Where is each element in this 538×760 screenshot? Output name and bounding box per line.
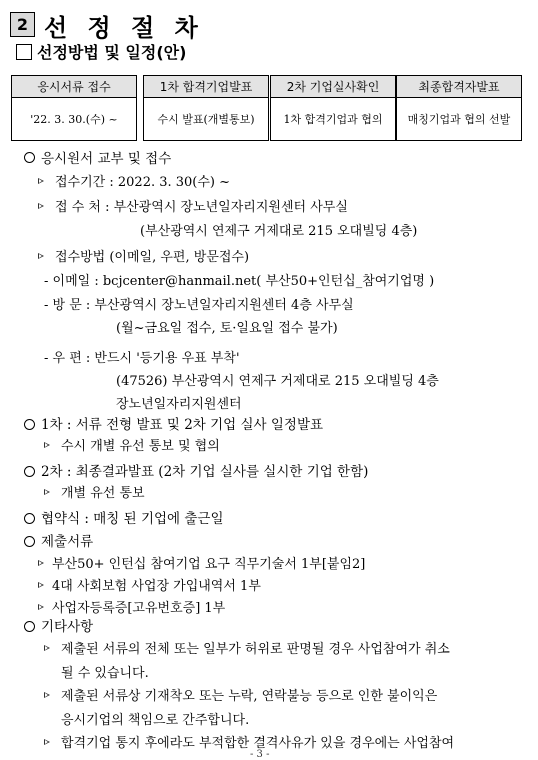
- triangle-bullet-icon: [44, 489, 50, 495]
- step-body: 수시 발표(개별통보): [157, 113, 255, 126]
- step-box-1: [11, 75, 137, 141]
- step-body: 매칭기업과 협의 선발: [407, 113, 511, 126]
- step-body: '22. 3. 30.(수) ~: [30, 113, 118, 126]
- circle-bullet-icon: [24, 152, 35, 163]
- apply-method: 접수방법 (이메일, 우편, 방문접수): [55, 250, 250, 265]
- step-header: 1차 합격기업발표: [144, 76, 268, 98]
- triangle-bullet-icon: [44, 692, 50, 698]
- page-number: - 3 -: [250, 749, 270, 760]
- step-box-2: [143, 75, 269, 141]
- etc-heading: 기타사항: [41, 619, 94, 635]
- method-email: - 이메일 : bcjcenter@hanmail.net( 부산50+인턴십_참여기업명 ): [44, 274, 435, 289]
- apply-period: 접수기간 : 2022. 3. 30(수) ~: [55, 175, 231, 190]
- circle-bullet-icon: [24, 621, 35, 632]
- apply-heading: 응시원서 교부 및 접수: [41, 151, 172, 167]
- triangle-bullet-icon: [44, 645, 50, 651]
- etc-item-3: 합격기업 통지 후에라도 부적합한 결격사유가 있을 경우에는 사업참여: [61, 736, 455, 751]
- document-item: 4대 사회보험 사업장 가입내역서 1부: [52, 579, 261, 594]
- etc-item-1: 제출된 서류의 전체 또는 일부가 허위로 판명될 경우 사업참여가 취소: [61, 642, 450, 657]
- method-visit: - 방 문 : 부산광역시 장노년일자리지원센터 4층 사무실: [44, 298, 354, 313]
- step-box-4: [396, 75, 522, 141]
- triangle-bullet-icon: [44, 442, 50, 448]
- step-header: 응시서류 접수: [12, 76, 136, 98]
- apply-place-address: (부산광역시 연제구 거제대로 215 오대빌딩 4층): [140, 224, 418, 239]
- etc-item-2-cont: 응시기업의 책임으로 간주합니다.: [61, 713, 250, 728]
- document-item: 부산50+ 인턴십 참여기업 요구 직무기술서 1부[붙임2]: [52, 557, 366, 572]
- method-post-address: (47526) 부산광역시 연제구 거제대로 215 오대빌딩 4층: [116, 374, 439, 389]
- triangle-bullet-icon: [38, 582, 44, 588]
- circle-bullet-icon: [24, 513, 35, 524]
- circle-bullet-icon: [24, 536, 35, 547]
- section-number: 2: [10, 12, 35, 37]
- method-visit-note: (월~금요일 접수, 토·일요일 접수 불가): [116, 321, 338, 336]
- triangle-bullet-icon: [38, 253, 44, 259]
- triangle-bullet-icon: [44, 739, 50, 745]
- apply-place: 접 수 처 : 부산광역시 장노년일자리지원센터 사무실: [55, 200, 348, 215]
- method-post-center: 장노년일자리지원센터: [116, 397, 242, 412]
- document-item: 사업자등록증[고유번호증] 1부: [52, 601, 226, 616]
- step-box-3: [270, 75, 396, 141]
- step-body: 1차 합격기업과 협의: [283, 113, 383, 126]
- circle-bullet-icon: [24, 419, 35, 430]
- triangle-bullet-icon: [38, 560, 44, 566]
- triangle-bullet-icon: [38, 604, 44, 610]
- second-round-detail: 개별 유선 통보: [61, 486, 145, 501]
- etc-item-2: 제출된 서류상 기재착오 또는 누락, 연락불능 등으로 인한 불이익은: [61, 689, 438, 704]
- triangle-bullet-icon: [38, 178, 44, 184]
- step-header: 최종합격자발표: [397, 76, 521, 98]
- first-round: 1차 : 서류 전형 발표 및 2차 기업 실사 일정발표: [41, 417, 324, 433]
- second-round: 2차 : 최종결과발표 (2차 기업 실사를 실시한 기업 한함): [41, 464, 369, 480]
- contract-ceremony: 협약식 : 매칭 된 기업에 출근일: [41, 511, 224, 527]
- method-post: - 우 편 : 반드시 '등기용 우표 부착': [44, 351, 240, 366]
- step-header: 2차 기업실사확인: [271, 76, 395, 98]
- documents-heading: 제출서류: [41, 534, 94, 550]
- first-round-detail: 수시 개별 유선 통보 및 협의: [61, 439, 220, 454]
- subsection-title: 선정방법 및 일정(안): [37, 43, 187, 62]
- checkbox-square-icon: [16, 44, 32, 60]
- circle-bullet-icon: [24, 466, 35, 477]
- triangle-bullet-icon: [38, 203, 44, 209]
- etc-item-1-cont: 될 수 있습니다.: [61, 666, 149, 681]
- section-title: 선 정 절 차: [44, 14, 204, 42]
